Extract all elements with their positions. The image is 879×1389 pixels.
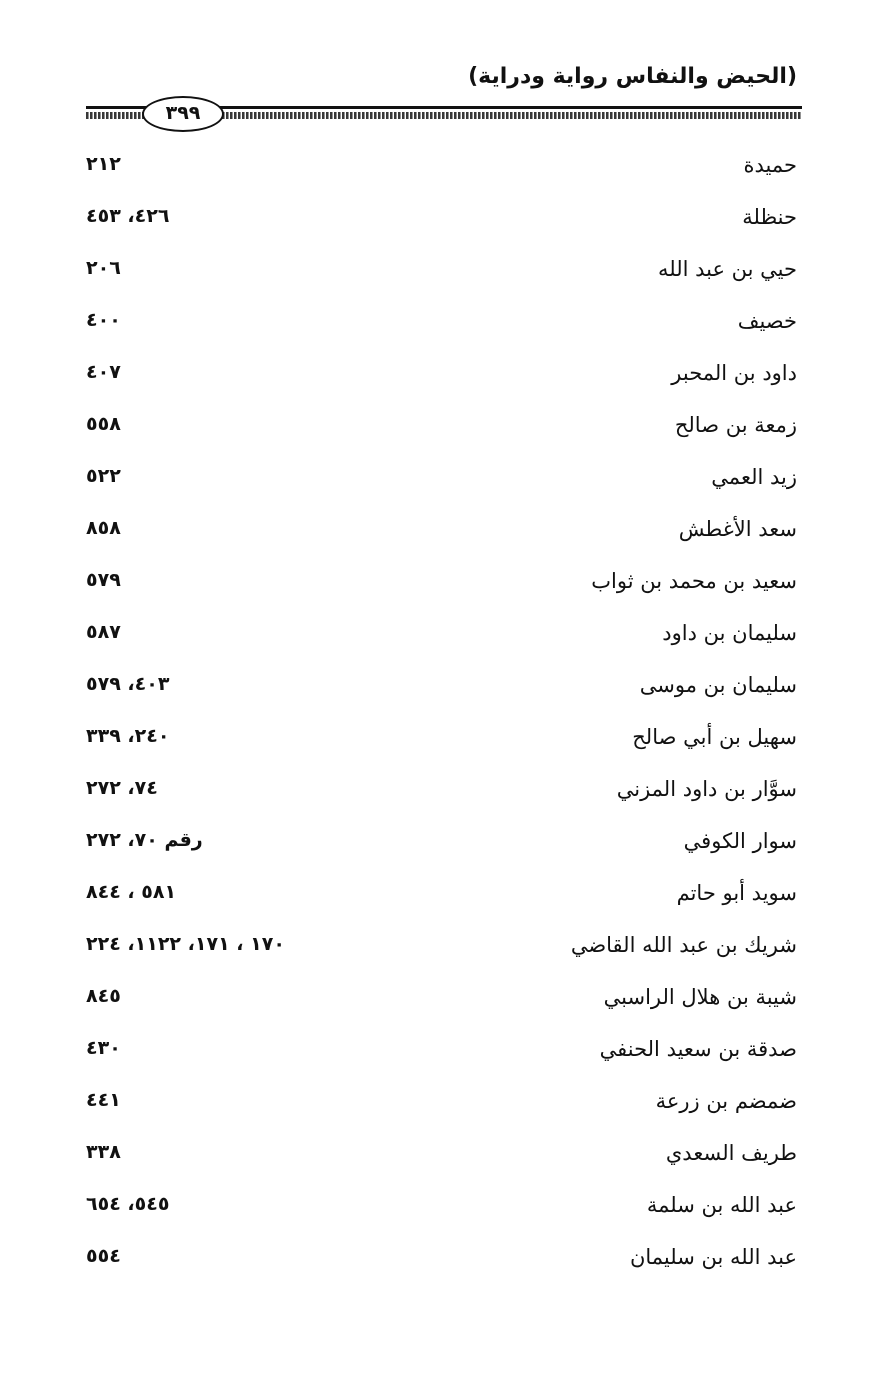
index-entry xyxy=(0,1185,879,1237)
index-entry xyxy=(0,613,879,665)
running-title: (الحيض والنفاس رواية ودراية) xyxy=(468,64,797,89)
page-references: ٣٣٨ xyxy=(86,1141,121,1163)
page-references: ٤٣٠ xyxy=(86,1037,121,1059)
index-entry xyxy=(0,821,879,873)
page-number: ٣٩٩ xyxy=(142,96,224,132)
narrator-name: زمعة بن صالح xyxy=(674,413,797,437)
index-entry xyxy=(0,769,879,821)
index-entry xyxy=(0,145,879,197)
index-entry xyxy=(0,1029,879,1081)
narrator-name: عبد الله بن سلمة xyxy=(646,1193,797,1217)
narrator-name: سويد أبو حاتم xyxy=(676,881,797,905)
narrator-name: سهيل بن أبي صالح xyxy=(632,725,797,749)
narrator-name: سوَّار بن داود المزني xyxy=(616,777,797,801)
narrator-name: حنظلة xyxy=(742,205,797,229)
index-entry xyxy=(0,353,879,405)
narrator-name: طريف السعدي xyxy=(665,1141,797,1165)
page-references: ٥٢٢ xyxy=(86,465,121,487)
index-entry xyxy=(0,509,879,561)
index-entry xyxy=(0,977,879,1029)
index-entry xyxy=(0,665,879,717)
index-entry xyxy=(0,301,879,353)
page-references: ٥٧٩ xyxy=(86,569,121,591)
index-entry xyxy=(0,1237,879,1289)
index-entry xyxy=(0,925,879,977)
page-references: ٤٢٦، ٤٥٣ xyxy=(86,205,170,227)
index-entry xyxy=(0,405,879,457)
narrator-name: صدقة بن سعيد الحنفي xyxy=(599,1037,797,1061)
narrator-name: شريك بن عبد الله القاضي xyxy=(570,933,797,957)
index-entry xyxy=(0,873,879,925)
page-references: ٥٨١ ، ٨٤٤ xyxy=(86,881,177,903)
index-entry xyxy=(0,717,879,769)
narrator-name: زيد العمي xyxy=(711,465,797,489)
narrator-index-list xyxy=(0,145,879,1289)
page-references: ٢٠٦ xyxy=(86,257,121,279)
page-references: ٨٤٥ xyxy=(86,985,121,1007)
page-references: ٤٠٣، ٥٧٩ xyxy=(86,673,170,695)
narrator-name: سوار الكوفي xyxy=(683,829,797,853)
page-references: رقم ٧٠، ٢٧٢ xyxy=(86,829,203,851)
page-references: ٨٥٨ xyxy=(86,517,121,539)
page-references: ٢٤٠، ٣٣٩ xyxy=(86,725,170,747)
page-references: ٥٨٧ xyxy=(86,621,121,643)
narrator-name: داود بن المحبر xyxy=(671,361,797,385)
page-references: ٥٥٨ xyxy=(86,413,121,435)
page-references: ١٧٠ ، ١٧١، ١١٢٢، ٢٢٤ xyxy=(86,933,285,955)
page-references: ٤٠٧ xyxy=(86,361,121,383)
narrator-name: ضمضم بن زرعة xyxy=(655,1089,797,1113)
narrator-name: شيبة بن هلال الراسبي xyxy=(603,985,797,1009)
narrator-name: حيي بن عبد الله xyxy=(657,257,797,281)
page-references: ٥٥٤ xyxy=(86,1245,121,1267)
narrator-name: سليمان بن موسى xyxy=(639,673,797,697)
page-references: ٤٤١ xyxy=(86,1089,121,1111)
narrator-name: سعد الأغطش xyxy=(678,517,797,541)
page-references: ٥٤٥، ٦٥٤ xyxy=(86,1193,170,1215)
index-entry xyxy=(0,1081,879,1133)
page-references: ٢١٢ xyxy=(86,153,121,175)
narrator-name: خصيف xyxy=(737,309,797,333)
page-references: ٧٤، ٢٧٢ xyxy=(86,777,158,799)
index-entry xyxy=(0,561,879,613)
narrator-name: سليمان بن داود xyxy=(662,621,797,645)
index-entry xyxy=(0,249,879,301)
narrator-name: سعيد بن محمد بن ثواب xyxy=(591,569,797,593)
index-entry xyxy=(0,197,879,249)
index-entry xyxy=(0,1133,879,1185)
narrator-name: حميدة xyxy=(743,153,797,177)
narrator-name: عبد الله بن سليمان xyxy=(629,1245,797,1269)
index-entry xyxy=(0,457,879,509)
page-references: ٤٠٠ xyxy=(86,309,121,331)
